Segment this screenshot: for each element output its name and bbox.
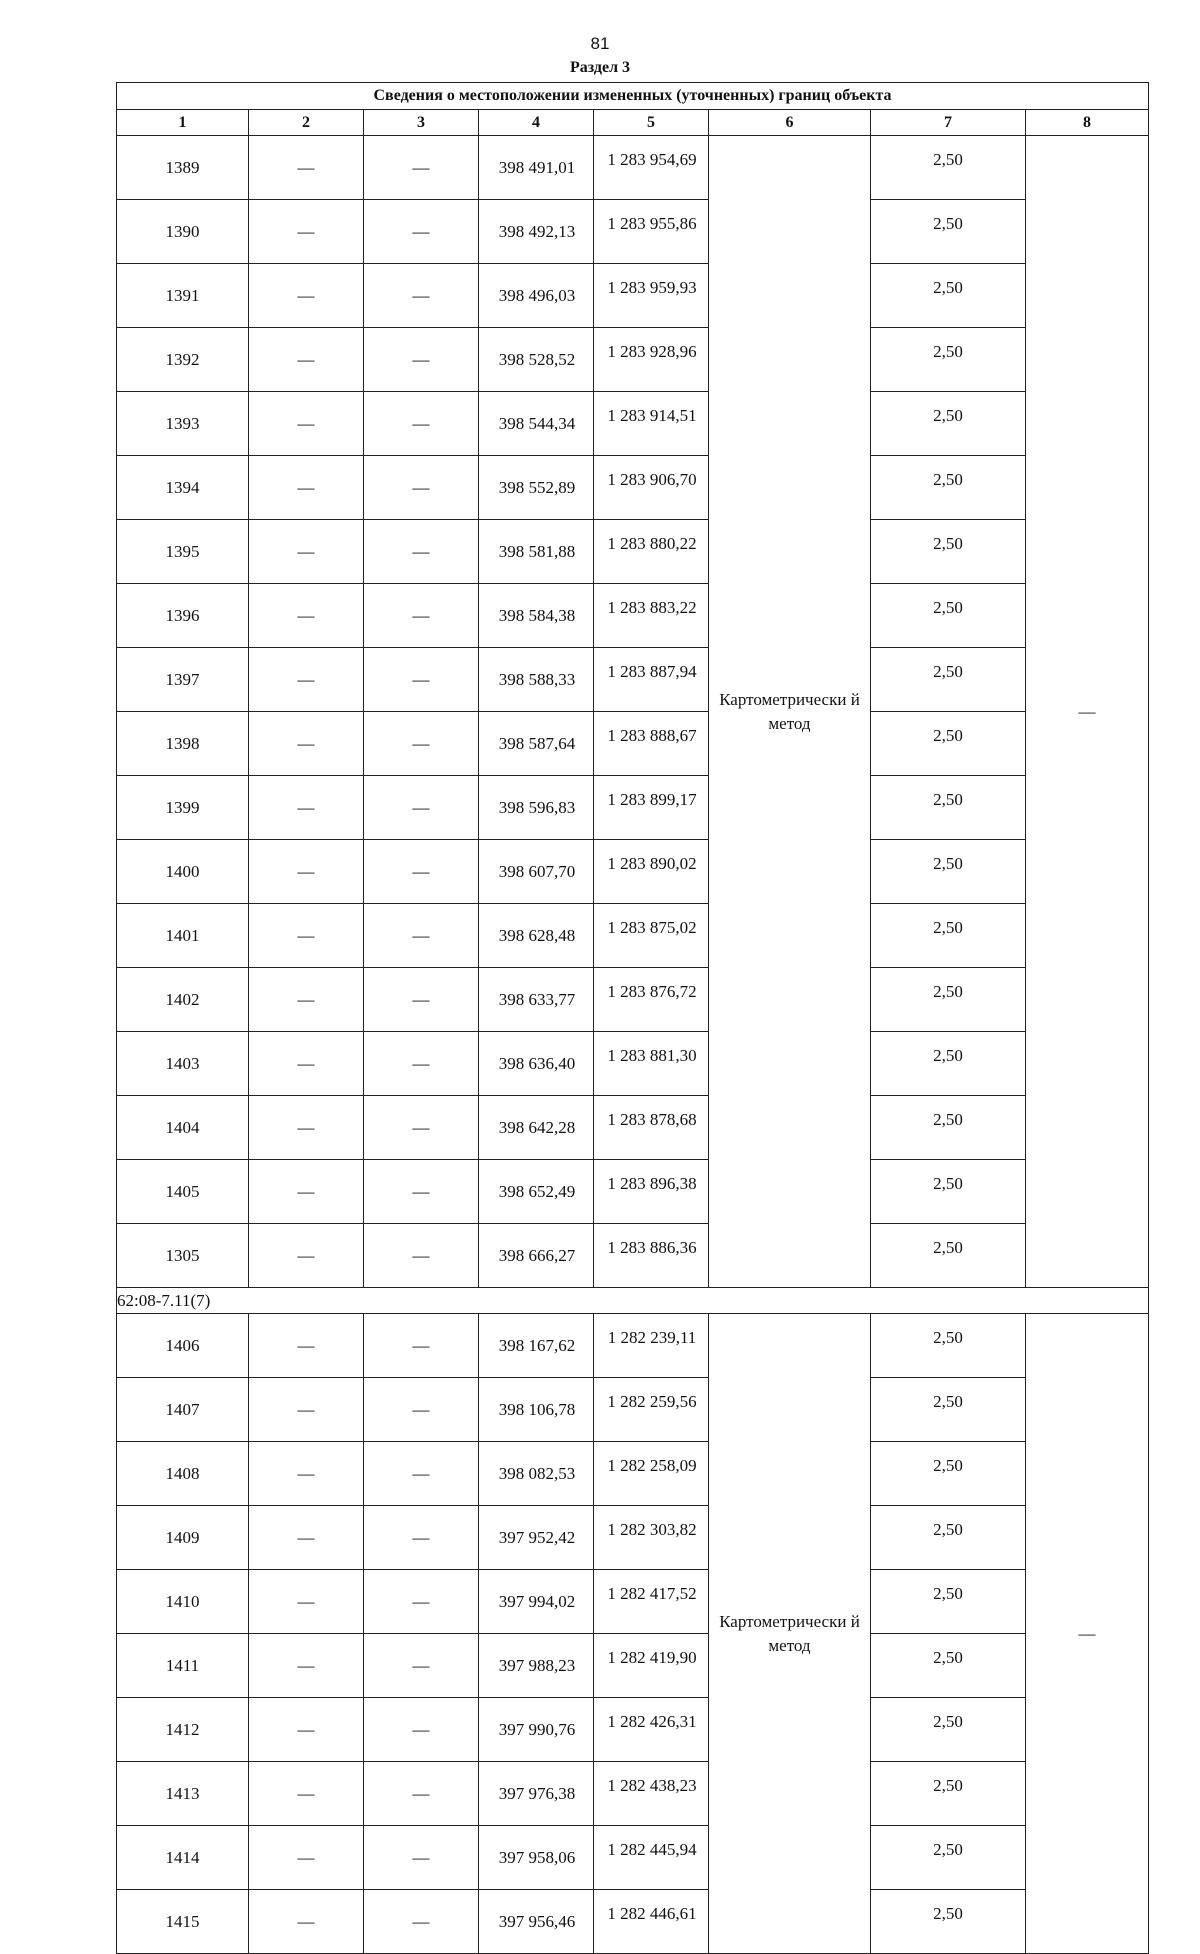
col2-cell: —	[249, 1826, 364, 1890]
col3-cell: —	[364, 1160, 479, 1224]
col2-cell: —	[249, 1224, 364, 1288]
x-coordinate-cell: 398 587,64	[479, 712, 594, 776]
accuracy-cell: 2,50	[871, 200, 1026, 264]
x-coordinate-cell: 398 633,77	[479, 968, 594, 1032]
col2-cell: —	[249, 584, 364, 648]
table-caption: Сведения о местоположении измененных (уточненных) границ объекта	[117, 83, 1149, 110]
x-coordinate-cell: 397 956,46	[479, 1890, 594, 1954]
column-number-3: 3	[364, 110, 479, 136]
x-coordinate-cell: 397 990,76	[479, 1698, 594, 1762]
accuracy-cell: 2,50	[871, 392, 1026, 456]
x-coordinate-cell: 398 552,89	[479, 456, 594, 520]
col3-cell: —	[364, 456, 479, 520]
col3-cell: —	[364, 584, 479, 648]
col3-cell: —	[364, 392, 479, 456]
y-coordinate-cell: 1 283 875,02	[594, 904, 709, 968]
x-coordinate-cell: 398 628,48	[479, 904, 594, 968]
point-number-cell: 1394	[117, 456, 249, 520]
col8-cell: —	[1026, 136, 1149, 1288]
col2-cell: —	[249, 456, 364, 520]
point-number-cell: 1305	[117, 1224, 249, 1288]
col3-cell: —	[364, 520, 479, 584]
y-coordinate-cell: 1 283 955,86	[594, 200, 709, 264]
accuracy-cell: 2,50	[871, 328, 1026, 392]
point-number-cell: 1399	[117, 776, 249, 840]
accuracy-cell: 2,50	[871, 1762, 1026, 1826]
table-row	[117, 1032, 1149, 1096]
page-number: 81	[590, 34, 610, 53]
y-coordinate-cell: 1 282 426,31	[594, 1698, 709, 1762]
col2-cell: —	[249, 648, 364, 712]
col3-cell: —	[364, 1442, 479, 1506]
point-number-cell: 1400	[117, 840, 249, 904]
point-number-cell: 1396	[117, 584, 249, 648]
x-coordinate-cell: 397 976,38	[479, 1762, 594, 1826]
table-row	[117, 1160, 1149, 1224]
col3-cell: —	[364, 968, 479, 1032]
col2-cell: —	[249, 200, 364, 264]
y-coordinate-cell: 1 283 881,30	[594, 1032, 709, 1096]
col3-cell: —	[364, 1378, 479, 1442]
y-coordinate-cell: 1 283 928,96	[594, 328, 709, 392]
accuracy-cell: 2,50	[871, 840, 1026, 904]
y-coordinate-cell: 1 282 446,61	[594, 1890, 709, 1954]
accuracy-cell: 2,50	[871, 968, 1026, 1032]
table-row	[117, 1314, 1149, 1378]
col3-cell: —	[364, 136, 479, 200]
col3-cell: —	[364, 776, 479, 840]
y-coordinate-cell: 1 283 954,69	[594, 136, 709, 200]
accuracy-cell: 2,50	[871, 1032, 1026, 1096]
col2-cell: —	[249, 1096, 364, 1160]
x-coordinate-cell: 398 588,33	[479, 648, 594, 712]
accuracy-cell: 2,50	[871, 1506, 1026, 1570]
x-coordinate-cell: 398 496,03	[479, 264, 594, 328]
col2-cell: —	[249, 1378, 364, 1442]
accuracy-cell: 2,50	[871, 1224, 1026, 1288]
y-coordinate-cell: 1 283 914,51	[594, 392, 709, 456]
method-cell: Картометрически й метод	[709, 136, 871, 1288]
y-coordinate-cell: 1 283 899,17	[594, 776, 709, 840]
point-number-cell: 1391	[117, 264, 249, 328]
accuracy-cell: 2,50	[871, 1698, 1026, 1762]
table-body	[117, 136, 1149, 1954]
table-row	[117, 264, 1149, 328]
x-coordinate-cell: 397 952,42	[479, 1506, 594, 1570]
table-row	[117, 840, 1149, 904]
col3-cell: —	[364, 328, 479, 392]
col3-cell: —	[364, 1570, 479, 1634]
table-row	[117, 392, 1149, 456]
accuracy-cell: 2,50	[871, 1160, 1026, 1224]
col2-cell: —	[249, 520, 364, 584]
x-coordinate-cell: 398 584,38	[479, 584, 594, 648]
y-coordinate-cell: 1 283 888,67	[594, 712, 709, 776]
col2-cell: —	[249, 136, 364, 200]
accuracy-cell: 2,50	[871, 520, 1026, 584]
y-coordinate-cell: 1 283 896,38	[594, 1160, 709, 1224]
table-row	[117, 1506, 1149, 1570]
accuracy-cell: 2,50	[871, 712, 1026, 776]
table-row	[117, 1378, 1149, 1442]
col3-cell: —	[364, 1506, 479, 1570]
col2-cell: —	[249, 904, 364, 968]
y-coordinate-cell: 1 282 239,11	[594, 1314, 709, 1378]
y-coordinate-cell: 1 283 906,70	[594, 456, 709, 520]
table-row	[117, 968, 1149, 1032]
point-number-cell: 1398	[117, 712, 249, 776]
x-coordinate-cell: 398 082,53	[479, 1442, 594, 1506]
table-row	[117, 200, 1149, 264]
table-row	[117, 1762, 1149, 1826]
col3-cell: —	[364, 1698, 479, 1762]
y-coordinate-cell: 1 283 883,22	[594, 584, 709, 648]
col2-cell: —	[249, 968, 364, 1032]
point-number-cell: 1404	[117, 1096, 249, 1160]
column-number-7: 7	[871, 110, 1026, 136]
x-coordinate-cell: 398 596,83	[479, 776, 594, 840]
col2-cell: —	[249, 1890, 364, 1954]
table-row	[117, 136, 1149, 200]
point-number-cell: 1403	[117, 1032, 249, 1096]
table-row	[117, 520, 1149, 584]
y-coordinate-cell: 1 282 303,82	[594, 1506, 709, 1570]
point-number-cell: 1397	[117, 648, 249, 712]
column-number-2: 2	[249, 110, 364, 136]
accuracy-cell: 2,50	[871, 584, 1026, 648]
point-number-cell: 1393	[117, 392, 249, 456]
col2-cell: —	[249, 840, 364, 904]
y-coordinate-cell: 1 283 876,72	[594, 968, 709, 1032]
column-number-row	[117, 110, 1149, 136]
point-number-cell: 1409	[117, 1506, 249, 1570]
x-coordinate-cell: 398 544,34	[479, 392, 594, 456]
col8-cell: —	[1026, 1314, 1149, 1954]
accuracy-cell: 2,50	[871, 264, 1026, 328]
y-coordinate-cell: 1 283 878,68	[594, 1096, 709, 1160]
col3-cell: —	[364, 904, 479, 968]
accuracy-cell: 2,50	[871, 1378, 1026, 1442]
group-label-cell: 62:08-7.11(7)	[117, 1288, 1149, 1314]
point-number-cell: 1407	[117, 1378, 249, 1442]
point-number-cell: 1410	[117, 1570, 249, 1634]
table-row	[117, 328, 1149, 392]
point-number-cell: 1413	[117, 1762, 249, 1826]
col3-cell: —	[364, 1762, 479, 1826]
point-number-cell: 1412	[117, 1698, 249, 1762]
x-coordinate-cell: 398 642,28	[479, 1096, 594, 1160]
accuracy-cell: 2,50	[871, 1442, 1026, 1506]
group-label-row	[117, 1288, 1149, 1314]
x-coordinate-cell: 397 994,02	[479, 1570, 594, 1634]
point-number-cell: 1395	[117, 520, 249, 584]
col3-cell: —	[364, 648, 479, 712]
col2-cell: —	[249, 1570, 364, 1634]
col3-cell: —	[364, 712, 479, 776]
method-cell: Картометрически й метод	[709, 1314, 871, 1954]
col2-cell: —	[249, 712, 364, 776]
y-coordinate-cell: 1 282 445,94	[594, 1826, 709, 1890]
section-title: Раздел 3	[569, 59, 631, 76]
col3-cell: —	[364, 264, 479, 328]
y-coordinate-cell: 1 282 419,90	[594, 1634, 709, 1698]
accuracy-cell: 2,50	[871, 1826, 1026, 1890]
accuracy-cell: 2,50	[871, 904, 1026, 968]
col3-cell: —	[364, 1224, 479, 1288]
y-coordinate-cell: 1 283 886,36	[594, 1224, 709, 1288]
y-coordinate-cell: 1 283 880,22	[594, 520, 709, 584]
column-number-1: 1	[117, 110, 249, 136]
table-row	[117, 1224, 1149, 1288]
accuracy-cell: 2,50	[871, 456, 1026, 520]
y-coordinate-cell: 1 283 890,02	[594, 840, 709, 904]
x-coordinate-cell: 397 988,23	[479, 1634, 594, 1698]
boundary-table	[116, 82, 1149, 1954]
x-coordinate-cell: 398 492,13	[479, 200, 594, 264]
point-number-cell: 1414	[117, 1826, 249, 1890]
accuracy-cell: 2,50	[871, 1634, 1026, 1698]
y-coordinate-cell: 1 283 959,93	[594, 264, 709, 328]
point-number-cell: 1405	[117, 1160, 249, 1224]
column-number-8: 8	[1026, 110, 1149, 136]
accuracy-cell: 2,50	[871, 776, 1026, 840]
x-coordinate-cell: 398 528,52	[479, 328, 594, 392]
col2-cell: —	[249, 1506, 364, 1570]
col3-cell: —	[364, 200, 479, 264]
x-coordinate-cell: 398 491,01	[479, 136, 594, 200]
table-row	[117, 1096, 1149, 1160]
table-row	[117, 584, 1149, 648]
x-coordinate-cell: 398 607,70	[479, 840, 594, 904]
table-row	[117, 1890, 1149, 1954]
col3-cell: —	[364, 1890, 479, 1954]
table-row	[117, 1698, 1149, 1762]
accuracy-cell: 2,50	[871, 1890, 1026, 1954]
y-coordinate-cell: 1 282 438,23	[594, 1762, 709, 1826]
accuracy-cell: 2,50	[871, 1096, 1026, 1160]
col3-cell: —	[364, 1634, 479, 1698]
x-coordinate-cell: 398 106,78	[479, 1378, 594, 1442]
x-coordinate-cell: 398 581,88	[479, 520, 594, 584]
col2-cell: —	[249, 1314, 364, 1378]
table-row	[117, 712, 1149, 776]
point-number-cell: 1390	[117, 200, 249, 264]
accuracy-cell: 2,50	[871, 648, 1026, 712]
point-number-cell: 1402	[117, 968, 249, 1032]
point-number-cell: 1411	[117, 1634, 249, 1698]
point-number-cell: 1389	[117, 136, 249, 200]
col2-cell: —	[249, 1762, 364, 1826]
table-row	[117, 1442, 1149, 1506]
column-number-4: 4	[479, 110, 594, 136]
y-coordinate-cell: 1 282 258,09	[594, 1442, 709, 1506]
col2-cell: —	[249, 1032, 364, 1096]
col2-cell: —	[249, 1160, 364, 1224]
table-row	[117, 1634, 1149, 1698]
table-row	[117, 776, 1149, 840]
col3-cell: —	[364, 1826, 479, 1890]
y-coordinate-cell: 1 282 259,56	[594, 1378, 709, 1442]
table-row	[117, 1826, 1149, 1890]
col2-cell: —	[249, 264, 364, 328]
accuracy-cell: 2,50	[871, 136, 1026, 200]
x-coordinate-cell: 398 636,40	[479, 1032, 594, 1096]
accuracy-cell: 2,50	[871, 1570, 1026, 1634]
col2-cell: —	[249, 1442, 364, 1506]
x-coordinate-cell: 398 666,27	[479, 1224, 594, 1288]
col3-cell: —	[364, 1096, 479, 1160]
point-number-cell: 1408	[117, 1442, 249, 1506]
point-number-cell: 1401	[117, 904, 249, 968]
accuracy-cell: 2,50	[871, 1314, 1026, 1378]
table-row	[117, 456, 1149, 520]
column-number-5: 5	[594, 110, 709, 136]
point-number-cell: 1406	[117, 1314, 249, 1378]
y-coordinate-cell: 1 283 887,94	[594, 648, 709, 712]
col2-cell: —	[249, 392, 364, 456]
point-number-cell: 1392	[117, 328, 249, 392]
col2-cell: —	[249, 328, 364, 392]
col2-cell: —	[249, 1698, 364, 1762]
table-row	[117, 648, 1149, 712]
x-coordinate-cell: 398 167,62	[479, 1314, 594, 1378]
col3-cell: —	[364, 1032, 479, 1096]
col2-cell: —	[249, 776, 364, 840]
x-coordinate-cell: 397 958,06	[479, 1826, 594, 1890]
col2-cell: —	[249, 1634, 364, 1698]
y-coordinate-cell: 1 282 417,52	[594, 1570, 709, 1634]
point-number-cell: 1415	[117, 1890, 249, 1954]
table-row	[117, 904, 1149, 968]
table-row	[117, 1570, 1149, 1634]
col3-cell: —	[364, 1314, 479, 1378]
x-coordinate-cell: 398 652,49	[479, 1160, 594, 1224]
column-number-6: 6	[709, 110, 871, 136]
col3-cell: —	[364, 840, 479, 904]
